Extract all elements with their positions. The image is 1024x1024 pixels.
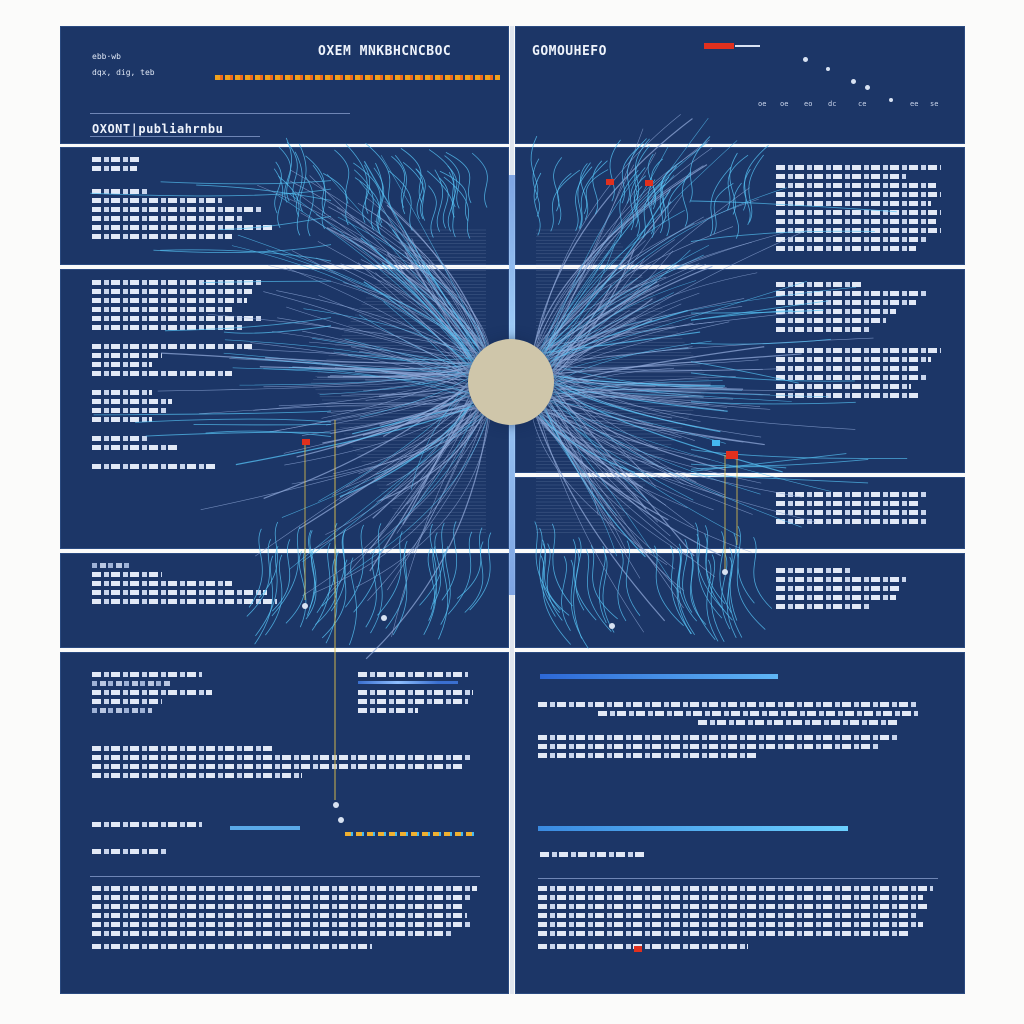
timeline-tick: ce xyxy=(858,100,867,108)
network-edge xyxy=(224,326,331,333)
network-edge xyxy=(272,527,300,616)
network-edge xyxy=(691,231,875,241)
network-edge xyxy=(547,544,562,621)
left-small-label-1: ebb·wb xyxy=(92,52,121,61)
network-edge xyxy=(749,155,764,222)
network-edge xyxy=(697,534,722,618)
network-red-tag xyxy=(726,451,738,459)
network-edge xyxy=(691,402,856,404)
network-node xyxy=(333,802,339,808)
network-edge xyxy=(366,143,392,207)
timeline-tick: ee xyxy=(910,100,919,108)
network-edge xyxy=(219,216,331,229)
network-edge xyxy=(599,546,606,623)
network-edge xyxy=(691,201,897,212)
network-edge xyxy=(730,533,737,620)
left-small-label-2: dqx, dig, teb xyxy=(92,68,155,77)
network-edge xyxy=(405,252,491,368)
network-edge xyxy=(441,546,451,624)
network-edge xyxy=(578,163,591,229)
network-edge xyxy=(671,546,692,634)
network-edge xyxy=(743,145,768,210)
network-red-tag xyxy=(645,180,653,186)
network-edge xyxy=(531,358,752,553)
network-edge xyxy=(203,281,331,282)
network-cyan-tag xyxy=(712,440,720,446)
network-edge xyxy=(754,537,772,609)
network-edge xyxy=(618,550,626,621)
network-node xyxy=(338,817,344,823)
network-edge xyxy=(733,183,741,239)
network-red-tag xyxy=(302,439,310,445)
network-node xyxy=(609,623,615,629)
network-edge xyxy=(539,528,555,616)
network-edge xyxy=(531,391,684,608)
network-edge xyxy=(367,405,491,601)
network-edge xyxy=(711,555,724,642)
network-edge xyxy=(135,419,331,422)
network-edge xyxy=(286,548,306,623)
network-edge xyxy=(580,161,608,230)
network-edge xyxy=(272,539,290,611)
network-edge xyxy=(534,173,541,235)
network-red-tag xyxy=(606,179,614,185)
network-edge xyxy=(622,146,640,203)
network-edge xyxy=(691,450,907,459)
network-edge xyxy=(161,181,331,184)
network-edge xyxy=(299,144,306,212)
network-edge xyxy=(90,189,331,196)
title-left: OXEM MNKBHCNCBOC xyxy=(318,44,452,59)
network-edge xyxy=(738,526,755,603)
timeline-tick: oe xyxy=(758,100,767,108)
network-edge xyxy=(389,171,413,231)
network-edge xyxy=(249,529,262,608)
network-edge xyxy=(691,475,868,483)
network-edge xyxy=(470,533,491,610)
network-node xyxy=(722,569,728,575)
network-edge xyxy=(593,161,602,214)
network-edge xyxy=(472,153,487,207)
network-edge xyxy=(576,537,584,610)
timeline-tick: se xyxy=(930,100,939,108)
network-node xyxy=(381,615,387,621)
network-edge xyxy=(691,339,831,344)
network-edge xyxy=(448,532,472,615)
network-edge xyxy=(265,555,282,635)
network-edge xyxy=(691,459,868,466)
network-edge xyxy=(439,178,448,229)
network-edge xyxy=(442,521,457,600)
central-node-icon xyxy=(468,339,554,425)
network-edge xyxy=(317,523,337,613)
network-node xyxy=(302,603,308,609)
title-right: GOMOUHEFO xyxy=(532,44,607,59)
timeline-tick: dc xyxy=(828,100,837,108)
timeline-tick: oe xyxy=(780,100,789,108)
network-edge xyxy=(255,556,273,644)
network-edge xyxy=(735,549,765,630)
timeline-tick: eo xyxy=(804,100,813,108)
network-edge xyxy=(677,548,691,634)
network-edge xyxy=(428,186,436,238)
section-title: OXONT|publiahrnbu xyxy=(92,122,224,136)
network-edge xyxy=(558,173,572,224)
